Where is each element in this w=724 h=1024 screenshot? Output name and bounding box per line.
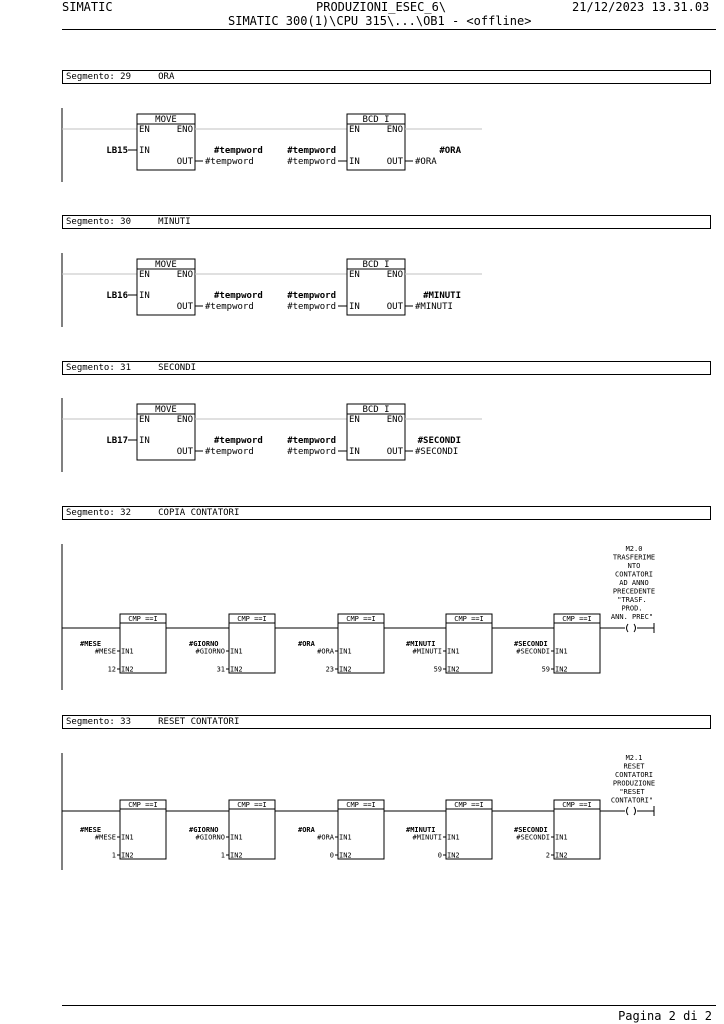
move-en-pin: EN <box>139 270 150 280</box>
cmp-in2-pin: IN2 <box>447 665 460 674</box>
cmp-in1-symbol: #SECONDI <box>514 640 548 648</box>
cmp-in1-symbol: #MINUTI <box>406 640 436 648</box>
cmp-in1-operand: #GIORNO <box>195 833 225 842</box>
bcd-out-operand: #ORA <box>415 157 437 167</box>
cmp-in1-symbol: #ORA <box>298 640 315 648</box>
cmp-in1-pin: IN1 <box>230 833 243 842</box>
coil-comment-line: M2.1 <box>625 754 643 762</box>
move-out-pin: OUT <box>176 157 193 167</box>
cmp-in2-constant: 59 <box>541 665 550 674</box>
segment-title-30: Segmento: 30 MINUTI <box>62 215 711 229</box>
cmp-in2-constant: 2 <box>545 851 550 860</box>
cmp-block-title: CMP ==I <box>128 615 158 623</box>
cmp-in1-operand: #MINUTI <box>412 833 442 842</box>
bcd-block-title: BCD_I <box>362 260 390 270</box>
page-number: Pagina 2 di 2 <box>618 1009 712 1023</box>
cmp-in2-pin: IN2 <box>230 665 243 674</box>
cmp-in1-operand: #MINUTI <box>412 647 442 656</box>
bcd-en-pin: EN <box>349 125 360 135</box>
cmp-in2-pin: IN2 <box>121 851 134 860</box>
header-project-path: PRODUZIONI_ESEC_6\ <box>316 0 447 14</box>
cmp-block-title: CMP ==I <box>346 801 376 809</box>
coil-right-arc <box>634 807 636 815</box>
cmp-in1-operand: #ORA <box>317 647 334 656</box>
cmp-in2-pin: IN2 <box>121 665 134 674</box>
move-eno-pin: ENO <box>176 270 193 280</box>
move-out-operand: #tempword <box>205 447 254 457</box>
cmp-in1-operand: #SECONDI <box>516 833 550 842</box>
cmp-block-title: CMP ==I <box>237 801 267 809</box>
move-en-pin: EN <box>139 125 150 135</box>
move-out-symbol: #tempword <box>214 436 263 446</box>
bcd-in-operand: #tempword <box>287 302 336 312</box>
move-block-title: MOVE <box>155 115 177 125</box>
cmp-in1-symbol: #MINUTI <box>406 826 436 834</box>
cmp-in2-constant: 31 <box>216 665 225 674</box>
cmp-in1-symbol: #SECONDI <box>514 826 548 834</box>
move-block-title: MOVE <box>155 260 177 270</box>
cmp-in1-pin: IN1 <box>447 647 460 656</box>
cmp-in2-pin: IN2 <box>339 851 352 860</box>
cmp-in2-constant: 0 <box>329 851 334 860</box>
coil-comment-line: RESET <box>623 762 645 771</box>
cmp-block-title: CMP ==I <box>346 615 376 623</box>
cmp-in1-pin: IN1 <box>339 833 352 842</box>
bcd-out-symbol: #SECONDI <box>417 436 461 446</box>
cmp-in1-pin: IN1 <box>121 647 134 656</box>
footer-rule <box>62 1005 716 1006</box>
coil-symbol-line: "RESET <box>619 788 645 796</box>
bcd-out-symbol: #ORA <box>439 146 461 156</box>
cmp-block-title: CMP ==I <box>237 615 267 623</box>
bcd-out-pin: OUT <box>386 447 403 457</box>
bcd-in-symbol: #tempword <box>287 146 336 156</box>
bcd-out-pin: OUT <box>386 157 403 167</box>
coil-left-arc <box>627 807 629 815</box>
cmp-in2-pin: IN2 <box>447 851 460 860</box>
cmp-in1-operand: #ORA <box>317 833 334 842</box>
bcd-eno-pin: ENO <box>386 125 403 135</box>
move-out-operand: #tempword <box>205 302 254 312</box>
segment-title-33: Segmento: 33 RESET CONTATORI <box>62 715 711 729</box>
coil-comment-line: AD ANNO <box>619 579 649 587</box>
cmp-in2-constant: 23 <box>325 665 334 674</box>
cmp-in2-constant: 1 <box>220 851 225 860</box>
move-input-operand: LB17 <box>106 436 128 446</box>
coil-comment-line: NTO <box>627 562 641 570</box>
cmp-in1-pin: IN1 <box>121 833 134 842</box>
cmp-in2-constant: 12 <box>107 665 116 674</box>
coil-symbol-line: CONTATORI" <box>610 796 654 805</box>
coil-comment-line: M2.0 <box>625 545 643 553</box>
cmp-in1-operand: #SECONDI <box>516 647 550 656</box>
cmp-block-title: CMP ==I <box>562 615 592 623</box>
header-block-path: SIMATIC 300(1)\CPU 315\...\OB1 - <offline> <box>228 14 532 28</box>
coil-comment-line: PRODUZIONE <box>612 779 656 788</box>
bcd-block-title: BCD_I <box>362 405 390 415</box>
cmp-in1-pin: IN1 <box>230 647 243 656</box>
move-out-pin: OUT <box>176 447 193 457</box>
cmp-in1-pin: IN1 <box>339 647 352 656</box>
move-in-pin: IN <box>139 436 150 446</box>
bcd-out-operand: #SECONDI <box>415 447 459 457</box>
move-in-pin: IN <box>139 146 150 156</box>
move-en-pin: EN <box>139 415 150 425</box>
cmp-in1-operand: #MESE <box>94 833 116 842</box>
coil-right-arc <box>634 624 636 632</box>
bcd-in-pin: IN <box>349 447 360 457</box>
coil-comment-line: PRECEDENTE <box>612 587 656 596</box>
move-out-symbol: #tempword <box>214 146 263 156</box>
move-in-pin: IN <box>139 291 150 301</box>
move-out-operand: #tempword <box>205 157 254 167</box>
bcd-in-pin: IN <box>349 302 360 312</box>
cmp-in1-symbol: #ORA <box>298 826 315 834</box>
segment-title-29: Segmento: 29 ORA <box>62 70 711 84</box>
bcd-in-symbol: #tempword <box>287 291 336 301</box>
bcd-out-symbol: #MINUTI <box>423 291 461 301</box>
segment-title-32: Segmento: 32 COPIA CONTATORI <box>62 506 711 520</box>
cmp-in2-constant: 1 <box>111 851 116 860</box>
cmp-in2-pin: IN2 <box>230 851 243 860</box>
cmp-in1-pin: IN1 <box>447 833 460 842</box>
bcd-eno-pin: ENO <box>386 415 403 425</box>
header-datetime: 21/12/2023 13.31.03 <box>572 0 710 14</box>
bcd-out-operand: #MINUTI <box>415 302 453 312</box>
move-eno-pin: ENO <box>176 125 193 135</box>
move-block-title: MOVE <box>155 405 177 415</box>
coil-symbol-line: "TRASF. <box>617 596 647 604</box>
cmp-in2-pin: IN2 <box>555 851 568 860</box>
cmp-in1-pin: IN1 <box>555 647 568 656</box>
move-input-operand: LB15 <box>106 146 128 156</box>
bcd-eno-pin: ENO <box>386 270 403 280</box>
cmp-in1-pin: IN1 <box>555 833 568 842</box>
coil-symbol-line: PROD. <box>621 604 643 613</box>
cmp-in2-constant: 59 <box>433 665 442 674</box>
bcd-block-title: BCD_I <box>362 115 390 125</box>
cmp-in1-symbol: #GIORNO <box>189 826 219 834</box>
bcd-in-operand: #tempword <box>287 157 336 167</box>
bcd-in-operand: #tempword <box>287 447 336 457</box>
cmp-in1-symbol: #MESE <box>80 826 102 834</box>
segment-title-31: Segmento: 31 SECONDI <box>62 361 711 375</box>
cmp-block-title: CMP ==I <box>454 801 484 809</box>
move-out-pin: OUT <box>176 302 193 312</box>
cmp-block-title: CMP ==I <box>128 801 158 809</box>
coil-left-arc <box>627 624 629 632</box>
move-input-operand: LB16 <box>106 291 128 301</box>
move-out-symbol: #tempword <box>214 291 263 301</box>
coil-comment-line: CONTATORI <box>615 570 653 579</box>
bcd-in-symbol: #tempword <box>287 436 336 446</box>
bcd-out-pin: OUT <box>386 302 403 312</box>
header-app-name: SIMATIC <box>62 0 113 14</box>
cmp-in2-pin: IN2 <box>555 665 568 674</box>
cmp-in1-symbol: #MESE <box>80 640 102 648</box>
cmp-in1-symbol: #GIORNO <box>189 640 219 648</box>
cmp-block-title: CMP ==I <box>454 615 484 623</box>
coil-symbol-line: ANN. PREC" <box>610 613 654 621</box>
cmp-in1-operand: #GIORNO <box>195 647 225 656</box>
cmp-in2-pin: IN2 <box>339 665 352 674</box>
cmp-in2-constant: 0 <box>437 851 442 860</box>
move-eno-pin: ENO <box>176 415 193 425</box>
bcd-in-pin: IN <box>349 157 360 167</box>
bcd-en-pin: EN <box>349 270 360 280</box>
cmp-block-title: CMP ==I <box>562 801 592 809</box>
coil-comment-line: CONTATORI <box>615 771 653 779</box>
bcd-en-pin: EN <box>349 415 360 425</box>
coil-comment-line: TRASFERIME <box>612 553 656 562</box>
cmp-in1-operand: #MESE <box>94 647 116 656</box>
